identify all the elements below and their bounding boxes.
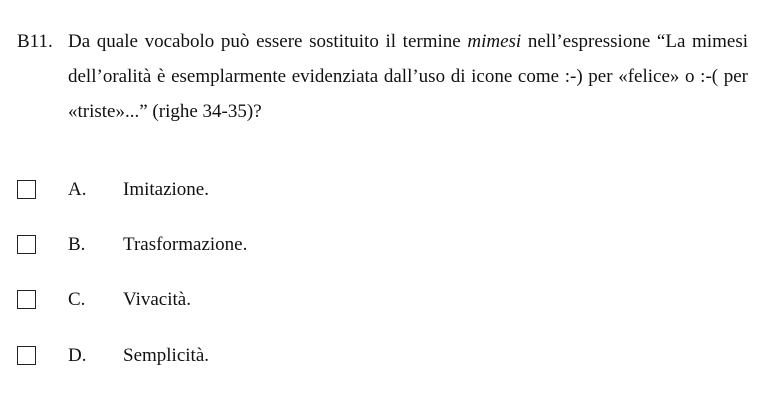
question-term-italic: mimesi xyxy=(467,31,522,52)
question-text-after: nell’espressione “La mimesi dell’oralità è esemplarmente evidenziata dall’uso di icone come :-) per «felice» o :-( per «triste»...” (righe 34-35)? xyxy=(68,31,748,122)
option-text: Imitazione. xyxy=(123,179,209,200)
answer-option-d[interactable] xyxy=(17,346,417,370)
answer-option-c[interactable] xyxy=(17,290,417,314)
option-letter: C. xyxy=(68,289,86,310)
option-text: Trasformazione. xyxy=(123,234,248,255)
option-text: Vivacità. xyxy=(123,289,191,310)
option-text: Semplicità. xyxy=(123,345,210,366)
checkbox-d[interactable] xyxy=(17,346,36,365)
answer-option-b[interactable] xyxy=(17,235,417,259)
checkbox-c[interactable] xyxy=(17,290,36,309)
checkbox-b[interactable] xyxy=(17,235,36,254)
answer-option-a[interactable] xyxy=(17,180,417,204)
question-text xyxy=(68,24,748,129)
checkbox-a[interactable] xyxy=(17,180,36,199)
option-letter: A. xyxy=(68,179,87,200)
question-text-before: Da quale vocabolo può essere sostituito il termine xyxy=(68,31,468,52)
question-number: B11. xyxy=(17,31,53,52)
option-letter: B. xyxy=(68,234,86,255)
option-letter: D. xyxy=(68,345,87,366)
